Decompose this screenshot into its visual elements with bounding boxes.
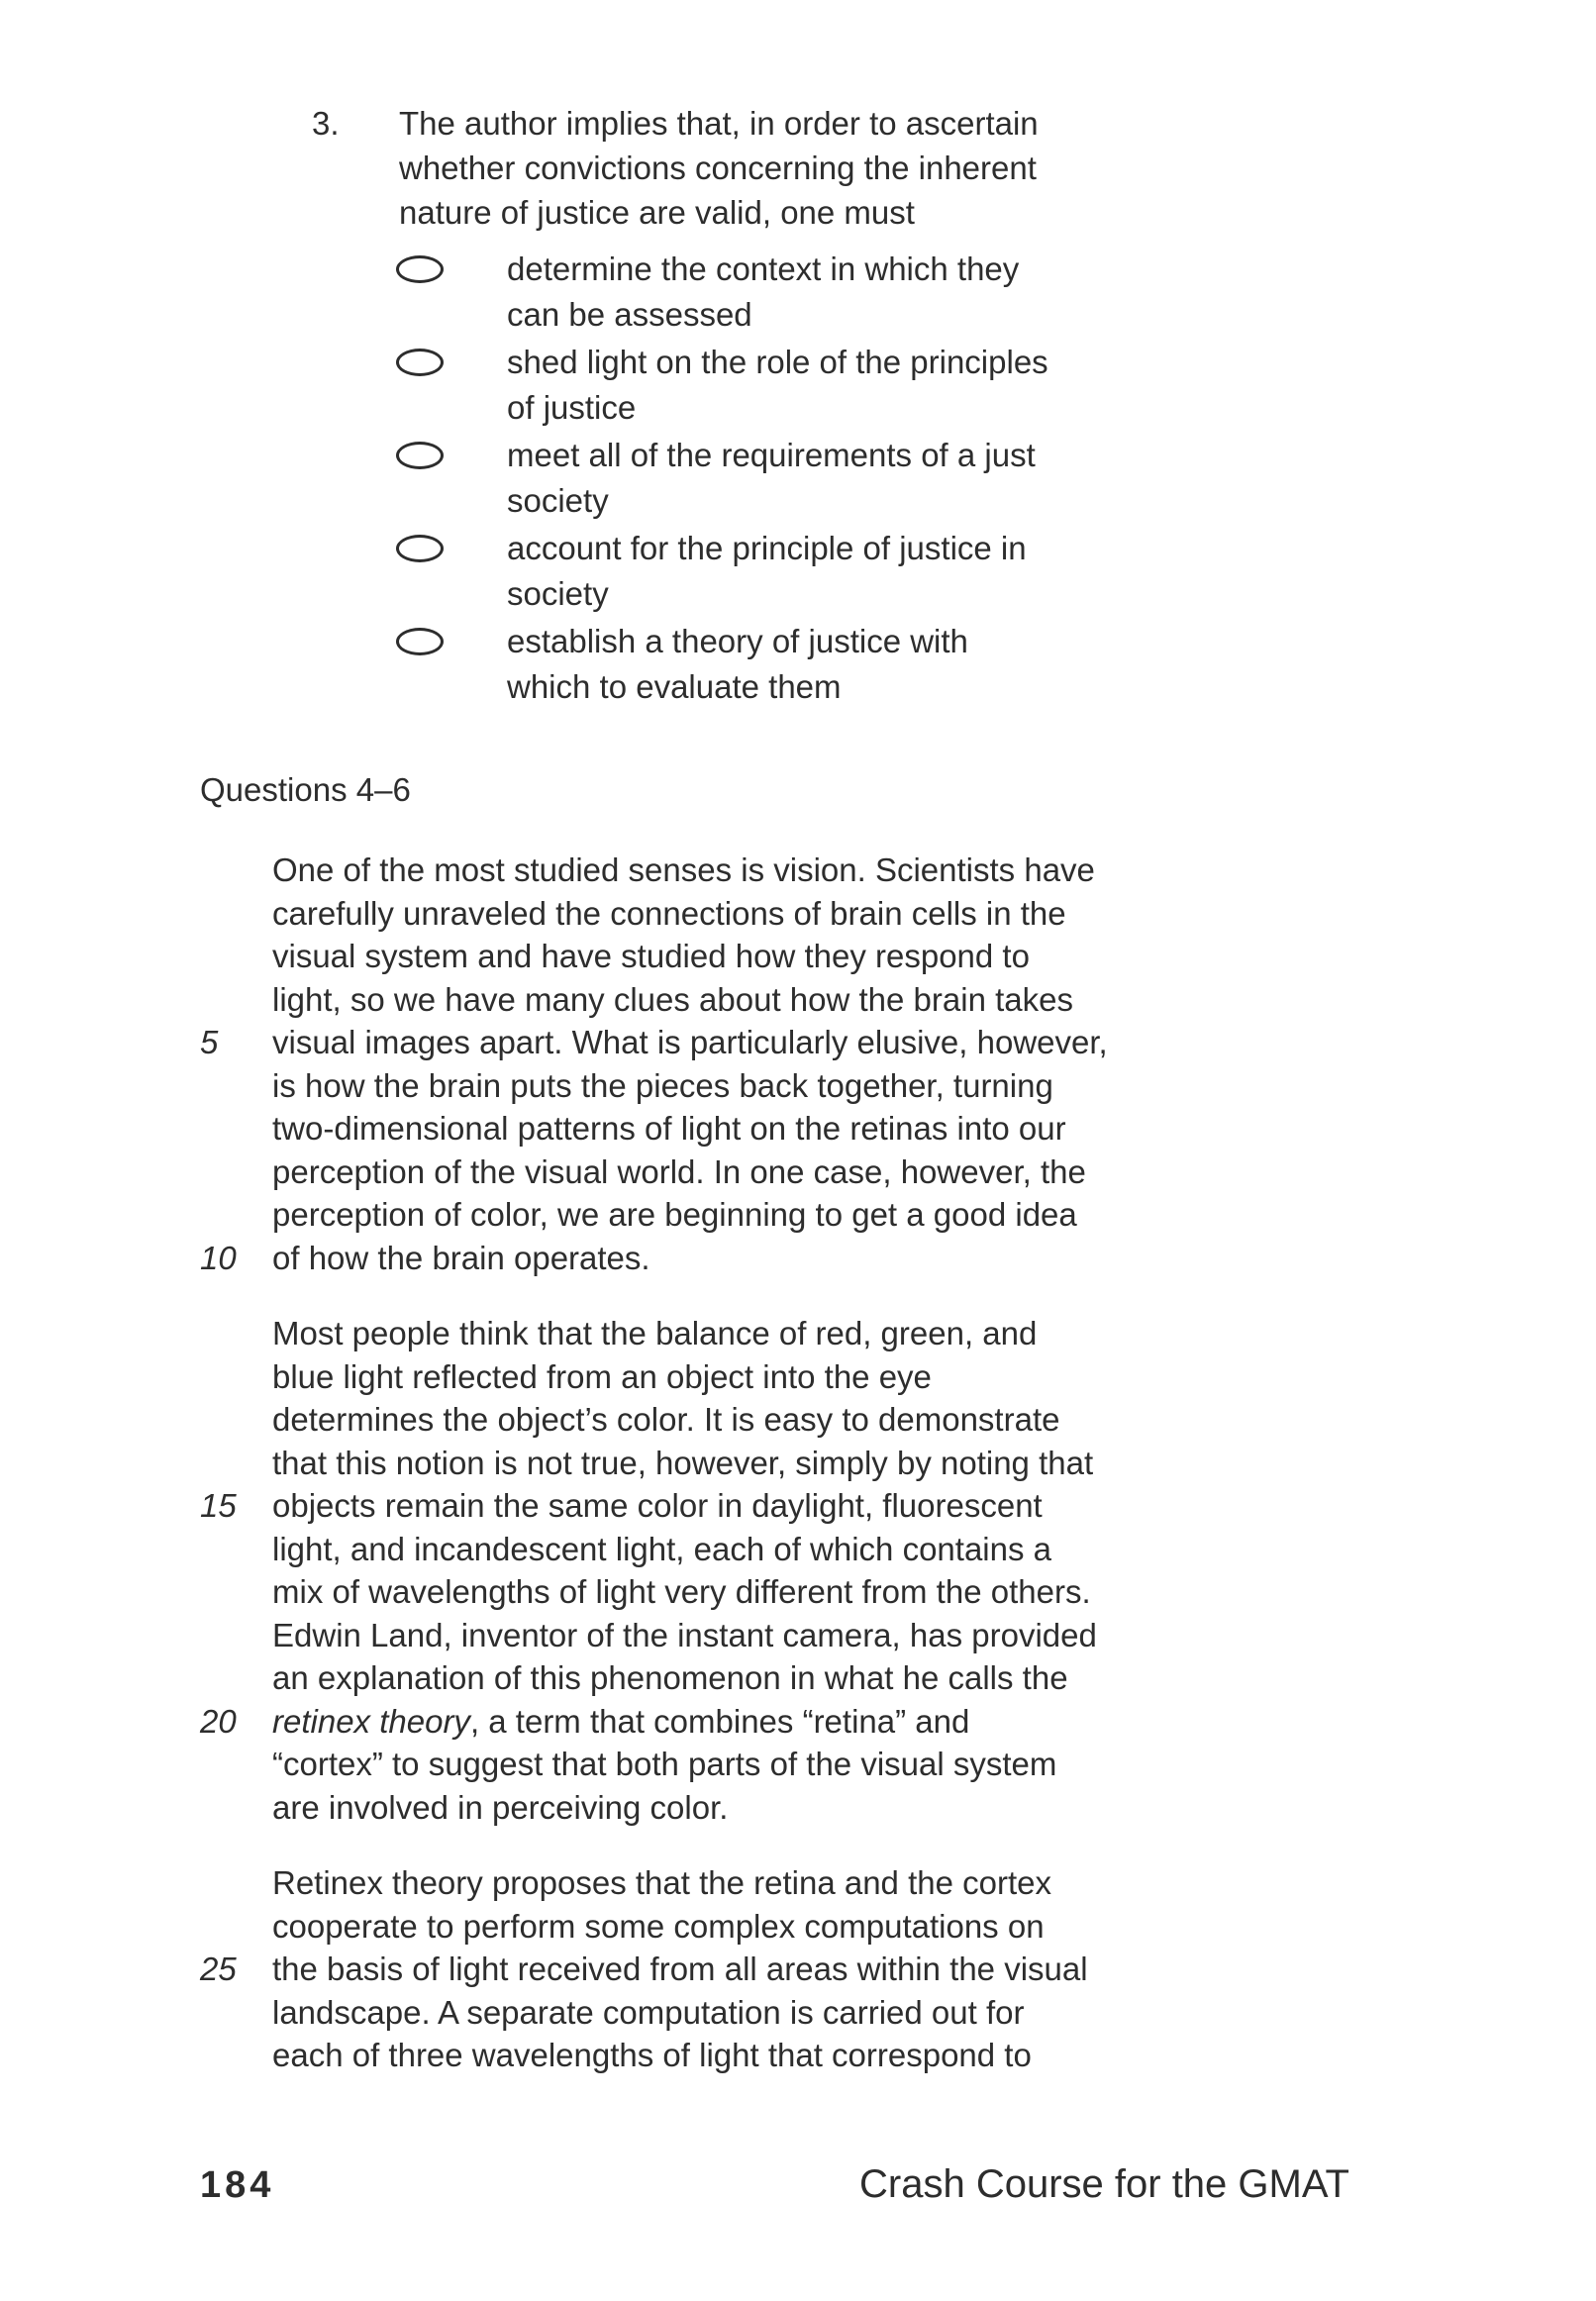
answer-choice-line: can be assessed bbox=[507, 296, 752, 333]
answer-choice-b[interactable] bbox=[396, 340, 1287, 431]
page-number: 184 bbox=[200, 2164, 275, 2206]
answer-choice-line: shed light on the role of the principles bbox=[507, 344, 1048, 380]
passage-line bbox=[0, 1614, 1596, 1657]
passage-text-segment: visual images apart. What is particularly elusive, however, bbox=[272, 1024, 1108, 1060]
passage-line bbox=[0, 1528, 1596, 1571]
answer-choice-text bbox=[507, 526, 1027, 617]
passage-text-segment: mix of wavelengths of light very different from the others. bbox=[272, 1573, 1091, 1610]
passage-text-segment: carefully unraveled the connections of brain cells in the bbox=[272, 894, 1066, 932]
passage-text-segment: determines the object’s color. It is easy to demonstrate bbox=[272, 1401, 1060, 1438]
answer-choice-line: which to evaluate them bbox=[507, 668, 842, 705]
line-number: 20 bbox=[200, 1702, 237, 1740]
passage-line-text bbox=[272, 2034, 1596, 2077]
passage-text-segment: Edwin Land, inventor of the instant camera, has provided bbox=[272, 1616, 1097, 1653]
passage-line-text bbox=[272, 1786, 1596, 1830]
answer-choice-text bbox=[507, 340, 1048, 431]
answer-choice-line: of justice bbox=[507, 389, 637, 426]
passage-line-text bbox=[272, 1743, 1596, 1786]
passage-line bbox=[0, 1700, 1596, 1744]
passage-text-segment: perception of color, we are beginning to get a good idea bbox=[272, 1196, 1077, 1233]
passage-line bbox=[0, 1312, 1596, 1355]
passage-text-segment: Retinex theory proposes that the retina and the cortex bbox=[272, 1864, 1051, 1901]
line-number: 5 bbox=[200, 1024, 219, 1060]
passage-paragraph bbox=[0, 1861, 1596, 2077]
reading-passage bbox=[0, 849, 1596, 2110]
answer-choice-e[interactable] bbox=[396, 619, 1287, 710]
passage-text-segment: is how the brain puts the pieces back together, turning bbox=[272, 1066, 1053, 1104]
answer-choice-text bbox=[507, 247, 1019, 338]
passage-line bbox=[0, 1570, 1596, 1614]
answer-choice-line: society bbox=[507, 482, 609, 519]
passage-line-text bbox=[272, 1398, 1596, 1442]
passage-line-text bbox=[272, 1991, 1596, 2035]
passage-line bbox=[0, 1484, 1596, 1528]
passage-text-segment: the basis of light received from all areas within the visual bbox=[272, 1951, 1088, 1987]
answer-choices bbox=[396, 247, 1287, 712]
passage-paragraph bbox=[0, 1312, 1596, 1829]
question-stem-line: nature of justice are valid, one must bbox=[399, 194, 915, 231]
passage-line bbox=[0, 2034, 1596, 2077]
passage-line-text bbox=[272, 1700, 1596, 1744]
book-title: Crash Course for the GMAT bbox=[859, 2162, 1349, 2206]
passage-line bbox=[0, 849, 1596, 892]
passage-line bbox=[0, 1150, 1596, 1194]
passage-text-segment: that this notion is not true, however, simply by noting that bbox=[272, 1444, 1094, 1481]
passage-line-text bbox=[272, 849, 1596, 892]
passage-text-segment: cooperate to perform some complex computations on bbox=[272, 1907, 1045, 1945]
answer-bubble-icon[interactable] bbox=[396, 255, 444, 283]
question-stem-line: whether convictions concerning the inherent bbox=[399, 150, 1037, 186]
question-stem-line: The author implies that, in order to ascertain bbox=[399, 105, 1039, 142]
passage-paragraph bbox=[0, 849, 1596, 1279]
passage-line-text bbox=[272, 1948, 1596, 1991]
passage-line bbox=[0, 1442, 1596, 1485]
passage-header: Questions 4–6 bbox=[200, 771, 411, 808]
passage-line bbox=[0, 1193, 1596, 1237]
passage-line-text bbox=[272, 1614, 1596, 1657]
passage-line-text bbox=[272, 1237, 1596, 1280]
passage-line bbox=[0, 978, 1596, 1022]
passage-line bbox=[0, 1786, 1596, 1830]
passage-line bbox=[0, 935, 1596, 978]
passage-line-text bbox=[272, 978, 1596, 1022]
passage-line-text bbox=[272, 1442, 1596, 1485]
answer-choice-line: meet all of the requirements of a just bbox=[507, 437, 1036, 473]
passage-text-segment: an explanation of this phenomenon in what he calls the bbox=[272, 1659, 1068, 1696]
passage-text-segment: are involved in perceiving color. bbox=[272, 1788, 729, 1826]
passage-text-segment: light, and incandescent light, each of which contains a bbox=[272, 1530, 1052, 1567]
passage-line bbox=[0, 892, 1596, 936]
passage-line bbox=[0, 1355, 1596, 1399]
passage-text-segment: objects remain the same color in daylight, fluorescent bbox=[272, 1487, 1043, 1524]
answer-choice-text bbox=[507, 433, 1036, 524]
passage-text-segment: light, so we have many clues about how the brain takes bbox=[272, 980, 1073, 1018]
passage-line-text bbox=[272, 1570, 1596, 1614]
passage-line-text bbox=[272, 1021, 1596, 1064]
passage-line-text bbox=[272, 1905, 1596, 1949]
passage-text-segment: landscape. A separate computation is carried out for bbox=[272, 1993, 1025, 2031]
passage-text-segment: each of three wavelengths of light that correspond to bbox=[272, 2037, 1032, 2073]
answer-choice-text bbox=[507, 619, 968, 710]
passage-text-segment: two-dimensional patterns of light on the retinas into our bbox=[272, 1110, 1066, 1147]
passage-line bbox=[0, 1905, 1596, 1949]
answer-bubble-icon[interactable] bbox=[396, 442, 444, 469]
answer-choice-a[interactable] bbox=[396, 247, 1287, 338]
passage-line bbox=[0, 1107, 1596, 1150]
answer-bubble-icon[interactable] bbox=[396, 349, 444, 376]
passage-line bbox=[0, 1021, 1596, 1064]
passage-line bbox=[0, 1948, 1596, 1991]
question-stem bbox=[399, 101, 1039, 235]
passage-text-segment: visual system and have studied how they respond to bbox=[272, 938, 1030, 974]
passage-line-text bbox=[272, 892, 1596, 936]
line-number: 25 bbox=[200, 1951, 237, 1987]
passage-line-text bbox=[272, 1193, 1596, 1237]
passage-text-segment: blue light reflected from an object into the eye bbox=[272, 1357, 932, 1395]
passage-text-segment: perception of the visual world. In one case, however, the bbox=[272, 1152, 1086, 1190]
passage-line-text bbox=[272, 1107, 1596, 1150]
passage-line-text bbox=[272, 1064, 1596, 1108]
passage-text-segment: One of the most studied senses is vision. Scientists have bbox=[272, 851, 1095, 888]
passage-line bbox=[0, 1064, 1596, 1108]
passage-text-segment: of how the brain operates. bbox=[272, 1239, 650, 1276]
passage-line bbox=[0, 1398, 1596, 1442]
answer-choice-d[interactable] bbox=[396, 526, 1287, 617]
passage-line bbox=[0, 1861, 1596, 1905]
passage-line bbox=[0, 1743, 1596, 1786]
passage-text-segment: , a term that combines “retina” and bbox=[469, 1702, 970, 1740]
answer-choice-line: account for the principle of justice in bbox=[507, 530, 1027, 566]
passage-line bbox=[0, 1656, 1596, 1700]
italic-term: retinex theory bbox=[272, 1702, 470, 1740]
line-number: 10 bbox=[200, 1239, 237, 1276]
passage-line-text bbox=[272, 1484, 1596, 1528]
passage-line bbox=[0, 1991, 1596, 2035]
answer-bubble-icon[interactable] bbox=[396, 628, 444, 655]
answer-choice-line: society bbox=[507, 575, 609, 612]
line-number: 15 bbox=[200, 1487, 237, 1524]
passage-line-text bbox=[272, 1355, 1596, 1399]
passage-text-segment: Most people think that the balance of red, green, and bbox=[272, 1315, 1038, 1351]
question-number: 3. bbox=[312, 105, 340, 142]
answer-choice-line: determine the context in which they bbox=[507, 250, 1020, 287]
answer-bubble-icon[interactable] bbox=[396, 535, 444, 562]
passage-line-text bbox=[272, 1312, 1596, 1355]
passage-line-text bbox=[272, 1528, 1596, 1571]
passage-line-text bbox=[272, 1656, 1596, 1700]
passage-line-text bbox=[272, 1150, 1596, 1194]
passage-text-segment: “cortex” to suggest that both parts of the visual system bbox=[272, 1746, 1057, 1782]
passage-line-text bbox=[272, 1861, 1596, 1905]
passage-line bbox=[0, 1237, 1596, 1280]
answer-choice-line: establish a theory of justice with bbox=[507, 623, 968, 659]
passage-line-text bbox=[272, 935, 1596, 978]
answer-choice-c[interactable] bbox=[396, 433, 1287, 524]
